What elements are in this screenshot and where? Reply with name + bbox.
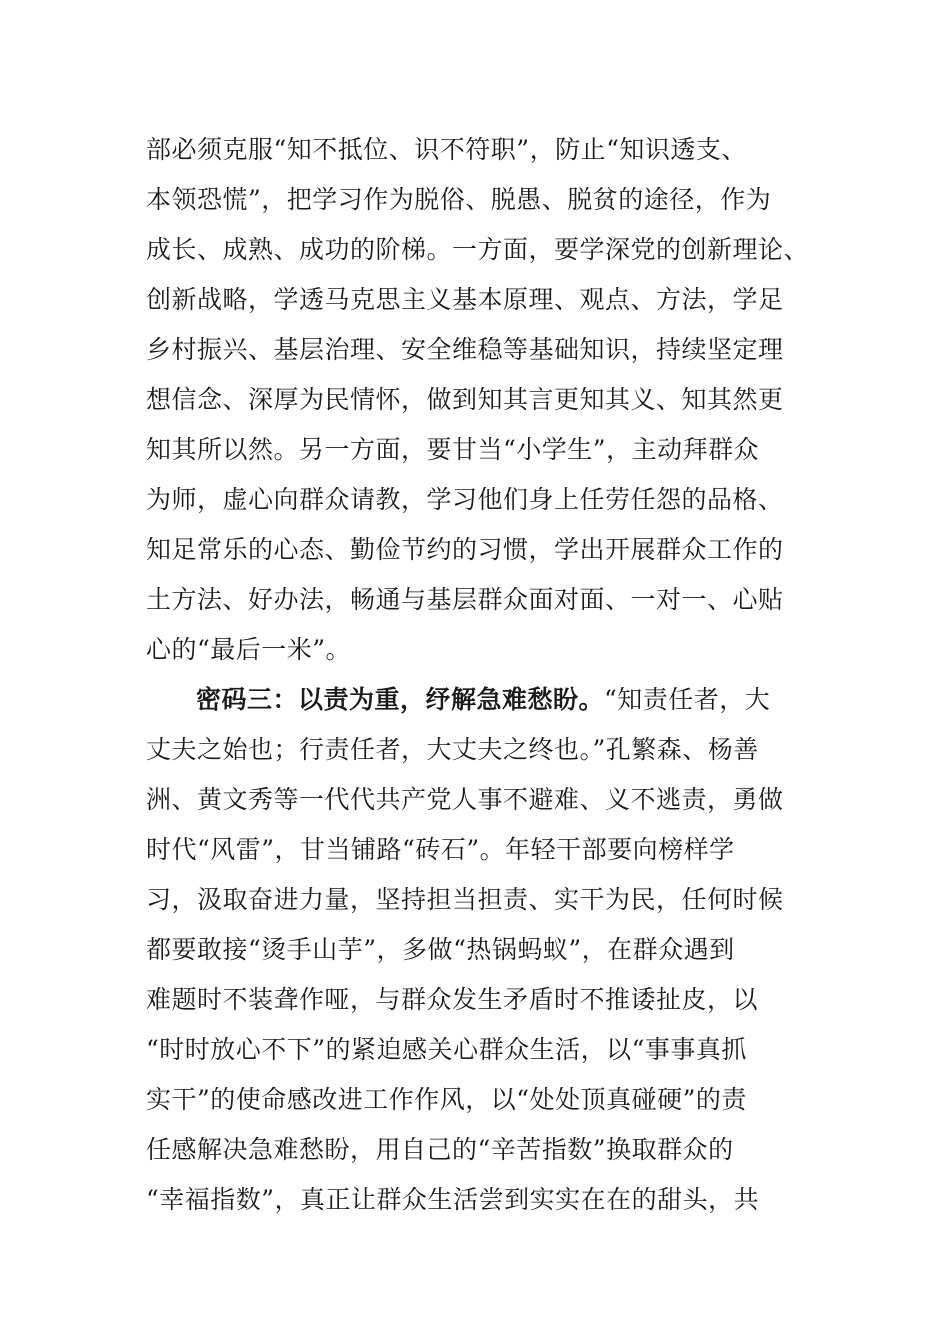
section-heading-line: [196, 685, 770, 715]
paragraph-line: 洲、黄文秀等一代代共产党人事不避难、义不逃责，勇做: [146, 785, 784, 814]
paragraph-line: 想信念、深厚为民情怀，做到知其言更知其义、知其然更: [146, 385, 784, 414]
paragraph-line: 知其所以然。另一方面，要甘当“小学生”，主动拜群众: [146, 435, 760, 464]
section-heading: 密码三：以责为重，纾解急难愁盼。: [196, 685, 605, 714]
paragraph-line: 心的“最后一米”。: [146, 635, 352, 664]
paragraph-line: 土方法、好办法，畅通与基层群众面对面、一对一、心贴: [146, 585, 784, 614]
paragraph-line: 成长、成熟、成功的阶梯。一方面，要学深党的创新理论、: [146, 235, 810, 264]
paragraph-line: 乡村振兴、基层治理、安全维稳等基础知识，持续坚定理: [146, 335, 784, 364]
paragraph-line: 创新战略，学透马克思主义基本原理、观点、方法，学足: [146, 285, 784, 314]
paragraph-line: 习，汲取奋进力量，坚持担当担责、实干为民，任何时候: [146, 885, 784, 914]
paragraph-line: 知足常乐的心态、勤俭节约的习惯，学出开展群众工作的: [146, 535, 784, 564]
paragraph-line: 任感解决急难愁盼，用自己的“辛苦指数”换取群众的: [146, 1135, 734, 1164]
section-heading-continuation: “知责任者，大: [604, 685, 771, 714]
paragraph-line: “幸福指数”，真正让群众生活尝到实实在在的甜头，共: [146, 1185, 760, 1214]
paragraph-line: 本领恐慌”，把学习作为脱俗、脱愚、脱贫的途径，作为: [146, 185, 772, 214]
paragraph-line: 丈夫之始也；行责任者，大丈夫之终也。”孔繁森、杨善: [146, 735, 759, 764]
paragraph-line: 实干”的使命感改进工作作风，以“处处顶真碰硬”的责: [146, 1085, 747, 1114]
paragraph-line: 部必须克服“知不抵位、识不符职”，防止“知识透支、: [146, 135, 747, 164]
paragraph-line: 为师，虚心向群众请教，学习他们身上任劳任怨的品格、: [146, 485, 784, 514]
paragraph-line: 时代“风雷”，甘当铺路“砖石”。年轻干部要向榜样学: [146, 835, 735, 864]
paragraph-line: 难题时不装聋作哑，与群众发生矛盾时不推诿扯皮，以: [146, 985, 759, 1014]
paragraph-line: “时时放心不下”的紧迫感关心群众生活，以“事事真抓: [146, 1035, 747, 1064]
paragraph-line: 都要敢接“烫手山芋”，多做“热锅蚂蚁”，在群众遇到: [146, 935, 735, 964]
